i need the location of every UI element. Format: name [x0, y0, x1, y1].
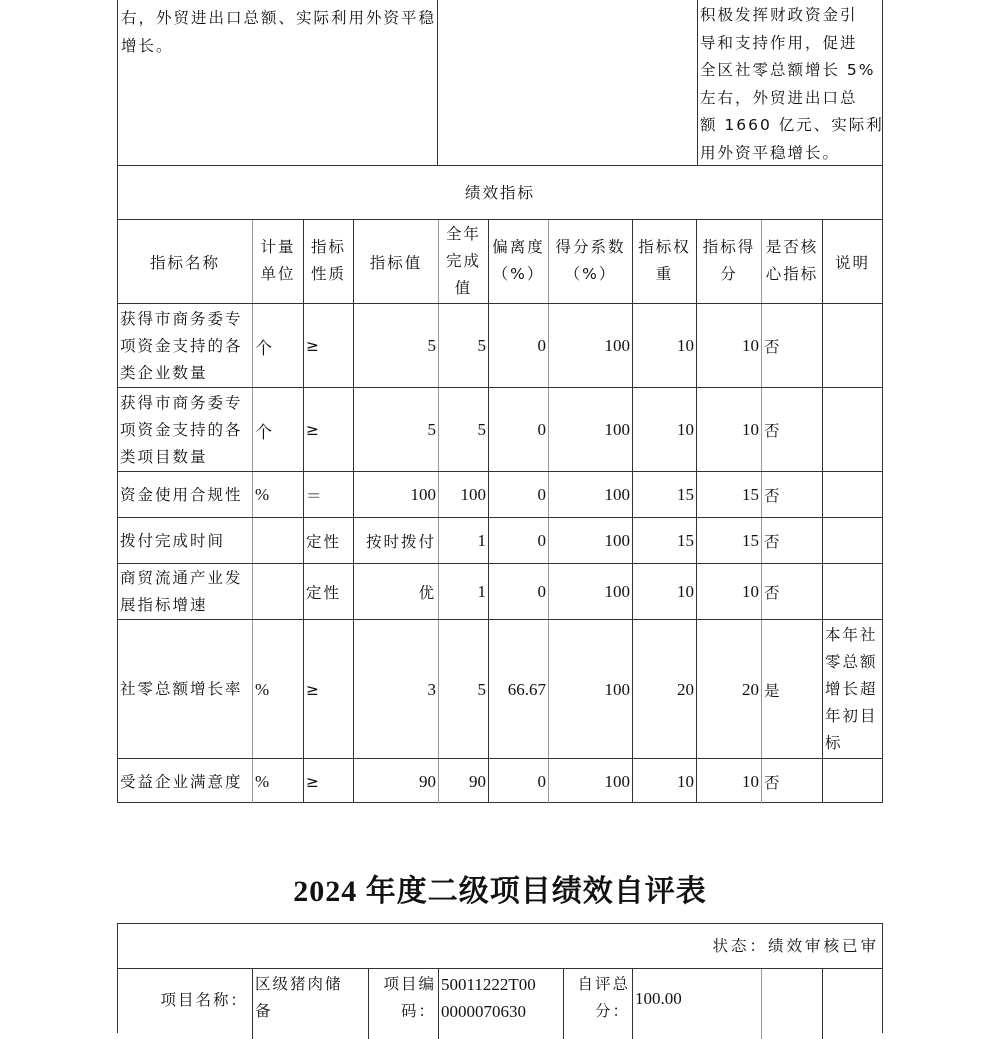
- cell-line: 标: [825, 734, 843, 752]
- cell-actual: 90: [469, 772, 486, 791]
- cell-name: [118, 482, 252, 509]
- header-line: 全年: [445, 225, 481, 243]
- cell-line: 社零总额增长率: [120, 680, 243, 698]
- label-line: 码：: [400, 1002, 436, 1020]
- cell-target: 90: [419, 772, 436, 791]
- divider: [697, 0, 698, 165]
- header-line: 指标权: [638, 238, 691, 256]
- cell-coef: 100: [604, 531, 630, 550]
- cell-unit: 个: [255, 422, 272, 442]
- value-line: 0000070630: [441, 1002, 526, 1021]
- header-line: （%）: [492, 265, 545, 283]
- header-line: 偏离度: [492, 238, 545, 256]
- cell-actual: 100: [460, 485, 486, 504]
- cell-deviation: 0: [537, 420, 546, 439]
- header-target: 指标值: [369, 254, 423, 272]
- cell-unit: [253, 564, 303, 620]
- cell-score: 15: [742, 531, 759, 550]
- cell-deviation: 0: [537, 582, 546, 601]
- header-line: 计量: [260, 238, 296, 256]
- cell-score: 20: [742, 679, 759, 699]
- cell-weight: 10: [677, 582, 694, 601]
- cell-nature: ≥: [306, 773, 321, 791]
- cell-core: 是: [764, 681, 782, 700]
- cell-actual: 5: [477, 336, 486, 355]
- cell-line: 本年社: [825, 626, 878, 644]
- text-line: 积极发挥财政资金引: [700, 6, 858, 24]
- cell-line: 项资金支持的各: [120, 336, 243, 355]
- cell-target: 3: [427, 679, 436, 699]
- cell-actual: 5: [477, 679, 486, 699]
- cell-score: 10: [742, 336, 759, 355]
- cell-target: 100: [410, 485, 436, 504]
- cell-note: [823, 622, 882, 757]
- text-line: 全区社零总额增长 5%: [700, 61, 876, 79]
- cell-line: 增长超: [825, 680, 878, 698]
- indicators-table: [117, 165, 883, 803]
- project-name-label: 项目名称：: [160, 991, 248, 1009]
- cell-nature: ≥: [306, 421, 321, 439]
- header-line: 完成: [445, 252, 481, 270]
- project-code-label: [369, 971, 438, 1025]
- cell-core: 否: [764, 533, 782, 551]
- cell-score: 15: [742, 485, 759, 504]
- header-coef: [549, 234, 632, 288]
- text-line: 左右，外贸进出口总: [700, 88, 858, 107]
- cell-core: 否: [764, 774, 782, 792]
- cell-weight: 20: [677, 679, 694, 699]
- cell-core: 否: [764, 487, 782, 505]
- cell-name: [118, 306, 252, 387]
- cell-target: 按时拨付: [365, 533, 436, 551]
- cell-line: 拨付完成时间: [120, 531, 226, 550]
- cell-core: 否: [764, 422, 782, 440]
- cell-score: 10: [742, 420, 759, 439]
- self-score-value: 100.00: [635, 989, 682, 1008]
- cell-weight: 10: [677, 336, 694, 355]
- cell-nature: 定性: [306, 584, 342, 602]
- top-continuation-section: [117, 0, 883, 166]
- divider: [437, 0, 438, 165]
- header-line: 得分系数: [555, 238, 626, 256]
- cell-unit: %: [255, 772, 270, 791]
- text-line: 额 1660 亿元、实际利: [700, 116, 884, 134]
- divider: [822, 969, 823, 1039]
- cell-actual: 1: [477, 531, 486, 550]
- cell-deviation: 66.67: [507, 679, 546, 699]
- cell-nature: ≥: [306, 680, 321, 699]
- cell-weight: 15: [677, 531, 694, 550]
- project-name-value: [253, 971, 368, 1025]
- divider: [761, 969, 762, 1039]
- cell-unit: %: [255, 679, 270, 699]
- self-score-label: [564, 971, 632, 1025]
- cell-line: 类项目数量: [120, 447, 208, 466]
- header-line: 单位: [260, 265, 296, 283]
- cell-weight: 15: [677, 485, 694, 504]
- header-nature: [304, 234, 353, 288]
- header-line: 值: [454, 279, 473, 297]
- cell-nature: ≥: [306, 337, 321, 355]
- header-line: 指标得: [702, 238, 756, 256]
- cell-target: 5: [427, 420, 436, 439]
- second-form-table: [117, 923, 883, 1033]
- cell-line: 商贸流通产业发: [120, 569, 243, 587]
- header-name: 指标名称: [149, 254, 220, 272]
- cell-coef: 100: [604, 420, 630, 439]
- cell-actual: 1: [477, 582, 486, 601]
- cell-line: 受益企业满意度: [120, 772, 243, 791]
- cell-nature: ＝: [306, 487, 324, 505]
- header-line: 指标: [310, 238, 346, 256]
- header-score: [697, 234, 761, 288]
- cell-score: 10: [742, 582, 759, 601]
- header-weight: [633, 234, 696, 288]
- cell-unit: %: [255, 485, 270, 504]
- cell-core: 否: [764, 584, 782, 602]
- cell-deviation: 0: [537, 772, 546, 791]
- cell-core: 否: [764, 338, 782, 356]
- text-line: 导和支持作用，促进: [700, 33, 858, 52]
- cell-name: [118, 390, 252, 471]
- header-deviation: [489, 234, 548, 288]
- header-line: （%）: [564, 265, 617, 283]
- cell-line: 类企业数量: [120, 363, 208, 382]
- cell-line: 年初目: [825, 707, 878, 725]
- header-line: 性质: [310, 265, 346, 283]
- cell-nature: 定性: [306, 533, 342, 551]
- cell-coef: 100: [604, 336, 630, 355]
- text-line: 用外资平稳增长。: [700, 143, 841, 162]
- cell-actual: 5: [477, 420, 486, 439]
- cell-target: 优: [418, 584, 436, 602]
- header-line: 是否核: [765, 238, 819, 256]
- cell-name: [118, 528, 252, 555]
- value-line: 区级猪肉储: [255, 975, 343, 993]
- header-core: [762, 234, 822, 288]
- cell-name: [118, 676, 252, 703]
- cell-unit: [253, 518, 303, 564]
- label-line: 项目编: [383, 975, 436, 993]
- cell-line: 获得市商务委专: [120, 309, 243, 328]
- header-line: 重: [655, 265, 674, 283]
- header-line: 分: [720, 265, 738, 283]
- cell-line: 获得市商务委专: [120, 393, 243, 412]
- cell-name: [118, 565, 252, 619]
- label-line: 分：: [594, 1002, 630, 1020]
- cell-name: [118, 769, 252, 796]
- cell-line: 展指标增速: [120, 596, 208, 614]
- cell-deviation: 0: [537, 485, 546, 504]
- cell-weight: 10: [677, 420, 694, 439]
- cell-line: 项资金支持的各: [120, 420, 243, 439]
- cell-deviation: 0: [537, 336, 546, 355]
- cell-unit: 个: [255, 338, 272, 358]
- status-text: 状态：绩效审核已审: [712, 937, 879, 955]
- cell-line: 零总额: [825, 653, 878, 671]
- section-title: 绩效指标: [464, 184, 535, 202]
- cell-deviation: 0: [537, 531, 546, 550]
- header-actual: [439, 221, 488, 302]
- project-code-value: [439, 971, 563, 1025]
- header-line: 心指标: [765, 265, 819, 283]
- cell-line: 资金使用合规性: [120, 485, 243, 504]
- cell-coef: 100: [604, 582, 630, 601]
- value-line: 备: [255, 1002, 273, 1020]
- header-note: 说明: [834, 254, 870, 272]
- value-line: 50011222T00: [441, 975, 536, 994]
- objective-text-right: [700, 2, 885, 167]
- label-line: 自评总: [577, 975, 630, 993]
- header-unit: [253, 234, 303, 288]
- cell-coef: 100: [604, 772, 630, 791]
- cell-target: 5: [427, 336, 436, 355]
- cell-coef: 100: [604, 485, 630, 504]
- cell-weight: 10: [677, 772, 694, 791]
- cell-coef: 100: [604, 679, 630, 699]
- cell-score: 10: [742, 772, 759, 791]
- form-title: 2024 年度二级项目绩效自评表: [293, 875, 707, 908]
- objective-text-left: 右，外贸进出口总额、实际利用外资平稳增长。: [121, 9, 437, 55]
